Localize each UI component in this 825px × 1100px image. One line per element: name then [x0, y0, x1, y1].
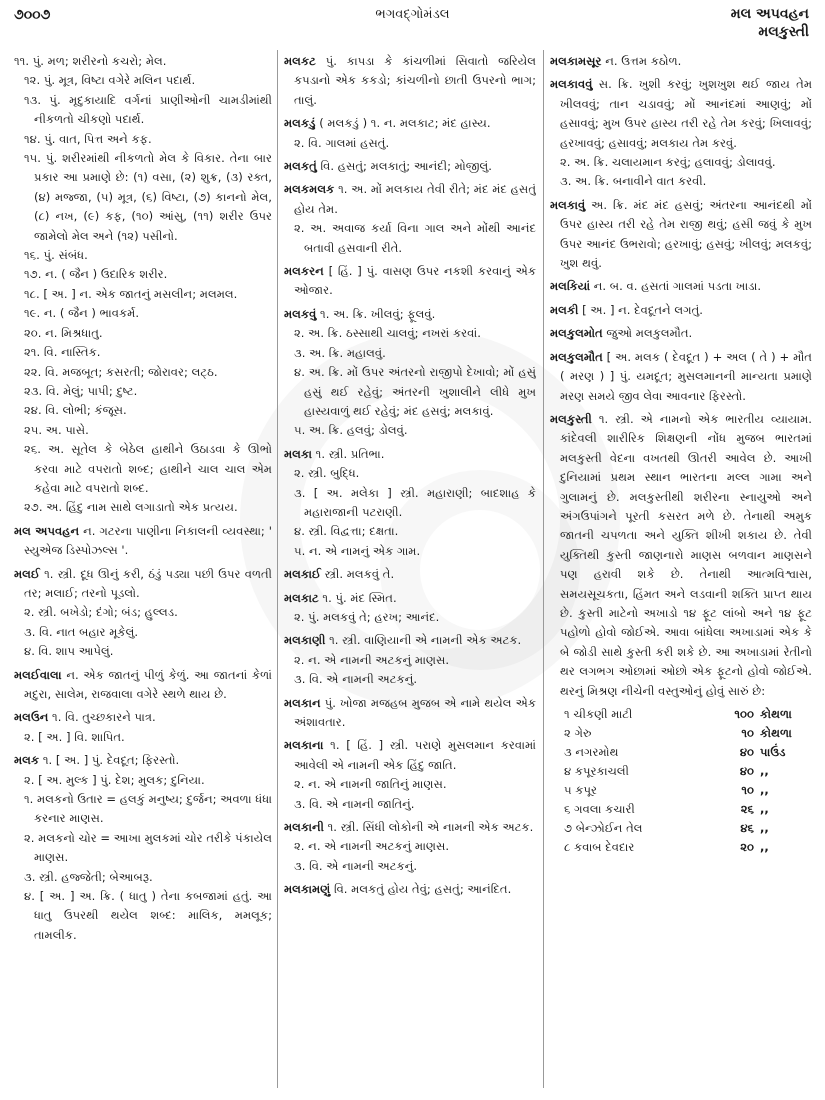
- entry-sense: [550, 301, 812, 320]
- sense-text: ૧. સ્ત્રી. એ નામનો એક ભારતીય વ્યાયામ. કાંદેવલી શારીરિક શિક્ષણની નોંધ મુજબ ભારતમાં મલકુસ્તી વેદના વખતથી ઊતરી આવેલ છે. આખી દુનિયામાં પ્રથમ સ્થાન ભારતના મલ્લ ગામા અને ગુલામનું છે. મલકુસ્તીથી શરીરના સ્નાયુઓ અને અંગઉપાંગને પૂરતી કસરત મળે છે. તેનાથી અમુક જાતની ચપળતા અને યુક્તિ શીખી શકાય છે. તેવી યુક્તિથી કુસ્તી જાણનારો માણસ બળવાન માણસને પણ હરાવી શકે છે. તેનાથી આત્મવિશ્વાસ, સમયસૂચકતા, હિંમત અને લડવાની શક્તિ પ્રાપ્ત થાય છે. કુસ્તી માટેનો અખાડો ૧૪ ફૂટ લાંબો અને ૧૪ ફૂટ પહોળો હોવો જોઈએ. આવા બાંધેલા અખાડામાં એક કે બે જોડી સાથે કુસ્તી કરી શકે છે. આ અખાડામાં રેતીનો થર લગભગ ઓછામાં ઓછો એક ફૂટનો હોવો જોઈએ. થરનું મિશ્રણ નીચેની વસ્તુઓનું હોવું સારું છે:: [560, 411, 812, 698]
- table-unit: ,,: [760, 764, 769, 778]
- dictionary-entry: [284, 305, 536, 441]
- sense-text: ૩. અ. ક્રિ. મહાલવું.: [294, 345, 386, 360]
- sense-text: [ અ. મલક ( દેવદૂત ) + અલ ( તે ) + મૌત ( મરણ ) ] પું. યમદૂત; મુસલમાનની માન્યતા પ્રમાણે મરણ સમયે જીવ લેવા આવનાર ફિરસ્તો.: [560, 349, 812, 403]
- headword: મલકા: [284, 446, 312, 461]
- sense-text: ૧૮. [ અ. ] ન. એક જાતનું મસલીન; મલમલ.: [24, 286, 238, 301]
- entry-sense: [284, 880, 536, 899]
- headword: મલકિયાં: [550, 279, 591, 294]
- sense-text: ન. એક જાતનું પીળું કેળું. આ જાતનાં કેળાં મદુરા, સાલેમ, રાજવાલા વગેરે સ્થળે થાય છે.: [24, 667, 272, 701]
- headword: મલકાવવું: [550, 77, 593, 92]
- table-unit: પાઉંડ: [760, 745, 786, 759]
- dictionary-entry: [550, 301, 812, 320]
- dictionary-entry: [14, 708, 272, 747]
- table-row: [564, 838, 812, 857]
- sense-text: ૩. અ. ક્રિ. બનાવીને વાત કરવી.: [560, 174, 707, 189]
- table-unit: ,,: [760, 802, 769, 816]
- dictionary-entry: [14, 565, 272, 662]
- entry-sense: [24, 91, 272, 130]
- headword: મલકટ: [284, 54, 316, 68]
- sense-text: ૧. સ્ત્રી. વાણિયાની એ નામની એક અટક.: [329, 633, 522, 648]
- table-qty: ૨૦: [740, 840, 754, 854]
- guide-word-first: મલ અપવહન: [730, 6, 809, 22]
- entry-sense: [550, 324, 812, 343]
- entry-sense: [24, 498, 272, 517]
- entry-sense: [14, 565, 272, 604]
- sense-text: ન. ઉત્તમ કઠોળ.: [605, 54, 682, 68]
- dictionary-entry: [284, 880, 536, 899]
- table-unit: ,,: [760, 783, 769, 797]
- sense-text: ૨. ન. એ નામની જાતિનું માણસ.: [294, 777, 447, 792]
- headword: મલઈ: [14, 566, 40, 581]
- dictionary-entry: [284, 565, 536, 584]
- entry-sense: [294, 219, 536, 258]
- headword: મલ અપવહન: [14, 523, 80, 538]
- sense-text: ૨. મલકનો ચોર = આખા મુલકમાં ચોર તરીકે પંકાયેલ માણસ.: [24, 830, 272, 865]
- entry-sense: [24, 363, 272, 382]
- table-item: ૬ ગવલા કચારી: [564, 802, 635, 816]
- entry-sense: [14, 666, 272, 705]
- entry-sense: [24, 324, 272, 343]
- dictionary-entry: [14, 52, 272, 518]
- entry-sense: [24, 285, 272, 304]
- entry-sense: [24, 790, 272, 829]
- entry-sense: [24, 728, 272, 747]
- sense-text: ૧૧. પું. મળ; શરીરનો કચરો; મેલ.: [14, 54, 167, 68]
- headword: મલકાઈ: [284, 567, 321, 582]
- table-item: ૩ નગરમોથ: [564, 745, 619, 759]
- entry-sense: [24, 829, 272, 868]
- table-qty: ૪૦: [739, 745, 754, 759]
- sense-text: ૨૨. વિ. મજબૂત; કસરતી; જોરાવર; લટ્ઠ.: [24, 364, 218, 379]
- dictionary-entry: [550, 52, 812, 71]
- entry-sense: [294, 670, 536, 689]
- entry-sense: [294, 837, 536, 856]
- dictionary-entry: [284, 114, 536, 153]
- sense-text: ૧. સ્ત્રી. સિંધી લોકોની એ નામની એક અટક.: [327, 820, 534, 835]
- sense-text: ૪. સ્ત્રી. વિદ્વત્તા; દક્ષતા.: [294, 524, 399, 539]
- sense-text: ૧૫. પું. શરીરમાંથી નીકળતો મેલ કે વિકાર. તેના બાર પ્રકાર આ પ્રમાણે છે: (૧) વસા, (૨) શુક્ર, (૩) રક્ત, (૪) મજ્જા, (૫) મૂત્ર, (૬) વિષ્ટા, (૭) કાનનો મેલ, (૮) નખ, (૯) કફ, (૧૦) આંસુ, (૧૧) શરીર ઉપર જામેલો મેલ અને (૧૨) પસીનો.: [24, 151, 272, 243]
- table-row: [564, 762, 812, 781]
- sense-text: ૨. [ અ. ] વિ. શાપિત.: [24, 729, 125, 744]
- headword: મલકતું: [284, 159, 317, 174]
- entry-sense: [294, 542, 536, 561]
- sense-text: ૪. અ. ક્રિ. મોં ઉપર અંતરનો રાજીપો દેખાવો; મોં હસું હસું થઈ રહેવું; અંતરની ખુશાલીને લીધે મુખ હાસ્યવાળું થઈ રહેવું; મંદ હસવું; મલકાવું.: [294, 365, 536, 418]
- sense-text: ૪. વિ. શાપ આપેલું.: [24, 644, 114, 659]
- sense-text: ૨૧. વિ. નાસ્તિક.: [24, 345, 101, 360]
- dictionary-entry: [14, 751, 272, 945]
- sense-text: પું. કાપડા કે કાંચળીમાં સિવાતો જરિયેલ કપડાનો એક કકડો; કાંચળીનો છાતી ઉપરનો ભાગ; તાલું.: [294, 54, 536, 107]
- page-number: ૭૦૦૭: [14, 7, 51, 23]
- sense-text: ન. ગટરના પાણીના નિકાલની વ્યવસ્થા; ' સ્યુએજ ડિસ્પોઝલ્સ '.: [24, 523, 272, 558]
- sense-text: ૧. અ. મોં મલકાય તેવી રીતે; મંદ મંદ હસતું હોય તેમ.: [294, 182, 536, 216]
- sense-text: વિ. હસતું; મલકાતું; આનંદી; મોજીલું.: [320, 159, 492, 174]
- column-divider: [277, 50, 278, 1088]
- table-qty: ૨૬: [740, 802, 754, 816]
- entry-sense: [284, 114, 536, 133]
- entry-sense: [294, 795, 536, 814]
- entry-sense: [284, 157, 536, 176]
- table-row: [564, 724, 812, 743]
- entry-sense: [24, 623, 272, 642]
- entry-sense: [284, 694, 536, 733]
- table-row: [564, 819, 812, 838]
- entry-sense: [14, 522, 272, 561]
- headword: મલકામસૂર: [550, 54, 602, 68]
- sense-text: ૧૨. પું. મૂત્ર, વિષ્ટા વગેરે મલિન પદાર્થ.: [24, 73, 196, 88]
- sense-text: ૨. વિ. ગાલમાં હસતું.: [294, 135, 390, 150]
- sense-text: ૧. [ હિં. ] સ્ત્રી. પરાણે મુસલમાન કરવામાં આવેલી એ નામની એક હિંદુ જાતિ.: [294, 738, 536, 772]
- dictionary-entry: [550, 196, 812, 274]
- table-row: [564, 800, 812, 819]
- sense-text: ૨. અ. ક્રિ. ઠસ્સાથી ચાલવું; નખરાં કરવાં.: [294, 326, 481, 341]
- sense-text: [ હિં. ] પું. વાસણ ઉપર નકશી કરવાનું એક ઓજાર.: [294, 264, 536, 298]
- dictionary-entry: [284, 445, 536, 561]
- dictionary-entry: [14, 666, 272, 705]
- sense-text: ૨. પું. મલકવું તે; હરખ; આનંદ.: [294, 609, 440, 624]
- entry-sense: [284, 589, 536, 608]
- entry-sense: [284, 818, 536, 837]
- entry-sense: [284, 631, 536, 650]
- entry-sense: [284, 736, 536, 775]
- sense-text: ૩. વિ. એ નામની અટકનું.: [294, 672, 418, 687]
- sense-text: અ. ક્રિ. મંદ મંદ હસવું; અંતરના આનંદથી મોં ઉપર હાસ્ય તરી રહે તેમ રાજી થવું; હસી જવું કે મુખ ઉપર આનંદ ઉભરાવો; હરખાવું; હસવું; ખીલવું; મલકવું; ખુશ થવું.: [560, 197, 812, 271]
- headword: મલક: [14, 753, 40, 768]
- sense-text: ૧૯. ન. ( જૈન ) ભાવકર્મ.: [24, 306, 140, 321]
- table-item: ૪ કપૂરકાચલી: [564, 764, 629, 778]
- table-qty: ૪૦: [739, 764, 754, 778]
- entry-sense: [14, 52, 272, 71]
- table-item: ૮ કવાબ દેવદાર: [564, 840, 635, 854]
- entry-sense: [560, 172, 812, 191]
- entry-sense: [294, 651, 536, 670]
- dictionary-entry: [284, 631, 536, 689]
- headword: મલકમલક: [284, 182, 335, 197]
- entry-sense: [294, 344, 536, 363]
- sense-text: ૧. સ્ત્રી. દૂધ ઊનું કરી, ઠંડું પડ્યા પછી ઉપર વળતી તર; મલાઈ; તરનો પૂડલો.: [24, 566, 272, 600]
- headword: મલકાની: [284, 820, 324, 835]
- column-1: [14, 52, 272, 1090]
- entry-sense: [24, 421, 272, 440]
- entry-sense: [294, 484, 536, 523]
- entry-sense: [294, 522, 536, 541]
- dictionary-entry: [284, 589, 536, 628]
- headword: મલકાણી: [284, 633, 326, 648]
- sense-text: ૩. વિ. એ નામની અટકનું.: [294, 858, 418, 873]
- sense-text: ૨. અ. અવાજ કર્યા વિના ગાલ અને મોંથી આનંદ બતાવી હસવાની રીતે.: [294, 221, 536, 255]
- entry-sense: [14, 751, 272, 770]
- sense-text: વિ. મલકતું હોય તેવું; હસતું; આનંદિત.: [333, 882, 512, 897]
- headword: મલકી: [550, 302, 579, 317]
- sense-text: ૧. [ અ. ] પું. દેવદૂત; ફિરસ્તો.: [42, 753, 180, 768]
- sense-text: ૧. સ્ત્રી. પ્રતિભા.: [315, 446, 385, 461]
- sense-text: ૩. [ અ. મલેકા ] સ્ત્રી. મહારાણી; બાદશાહ કે મહારાજાની પટરાણી.: [294, 485, 536, 519]
- entry-sense: [284, 445, 536, 464]
- entry-sense: [294, 775, 536, 794]
- dictionary-entry: [284, 736, 536, 814]
- column-2: [284, 52, 536, 1090]
- entry-sense: [24, 401, 272, 420]
- dictionary-entry: [550, 324, 812, 343]
- mixture-table: [564, 705, 812, 857]
- table-qty: ૧૦: [741, 726, 754, 740]
- table-row: [564, 781, 812, 800]
- sense-text: ૨. ન. એ નામની અટકનું માણસ.: [294, 839, 450, 854]
- sense-text: ૨૩. વિ. મેલું; પાપી; દુષ્ટ.: [24, 383, 138, 398]
- table-unit: કોથળા: [760, 726, 792, 740]
- table-unit: ,,: [760, 821, 769, 835]
- entry-sense: [550, 410, 812, 701]
- headword: મલકાના: [284, 738, 324, 753]
- dictionary-entry: [284, 157, 536, 176]
- book-title: ભગવદ્ગોમંડલ: [375, 7, 450, 22]
- entry-sense: [560, 153, 812, 172]
- headword: મલકરન: [284, 264, 324, 279]
- entry-sense: [24, 868, 272, 887]
- headword: મલકડું: [284, 116, 316, 131]
- dictionary-entry: [284, 262, 536, 301]
- guide-word-last: મલકુસ્તી: [758, 24, 809, 40]
- column-divider: [543, 50, 544, 1088]
- entry-sense: [284, 305, 536, 324]
- dictionary-entry: [284, 52, 536, 110]
- entry-sense: [14, 708, 272, 727]
- entry-sense: [294, 363, 536, 421]
- entry-sense: [24, 343, 272, 362]
- page-header: [0, 0, 825, 48]
- sense-text: ૨૬. અ. સૂતેલ કે બેઠેલ હાથીને ઉઠાડવા કે ઊભો કરવા માટે વપરાતો શબ્દ; હાથીને ચાલ ચાલ એમ કહેવા માટે વપરાતો શબ્દ.: [24, 442, 272, 495]
- entry-sense: [24, 440, 272, 498]
- sense-text: ૧૭. ન. ( જૈન ) ઉદારિક શરીર.: [24, 267, 168, 282]
- sense-text: ૨૫. અ. પાસે.: [24, 422, 89, 437]
- entry-sense: [550, 52, 812, 71]
- entry-sense: [24, 246, 272, 265]
- entry-sense: [24, 771, 272, 790]
- sense-text: ૨. [ અ. મુલ્ક ] પું. દેશ; મુલક; દુનિયા.: [24, 772, 205, 787]
- headword: મલકવું: [284, 306, 317, 321]
- table-row: [564, 743, 812, 762]
- sense-text: ૧. મલકનો ઉતાર = હલકું મનુષ્ય; દુર્જન; અવળા ધંધા કરનાર માણસ.: [24, 792, 272, 826]
- sense-text: ૨. ન. એ નામની અટકનું માણસ.: [294, 652, 450, 667]
- entry-sense: [294, 421, 536, 440]
- headword: મલકામણું: [284, 882, 331, 897]
- sense-text: ૨૪. વિ. લોભી; કંજૂસ.: [24, 403, 127, 418]
- table-item: ૨ ગેરુ: [564, 726, 592, 740]
- entry-sense: [24, 887, 272, 945]
- dictionary-entry: [14, 522, 272, 561]
- entry-sense: [284, 52, 536, 110]
- sense-text: ૩. સ્ત્રી. હજ્જેતી; બેઆબરૂ.: [24, 869, 153, 884]
- entry-sense: [24, 382, 272, 401]
- entry-sense: [550, 75, 812, 153]
- entry-sense: [24, 265, 272, 284]
- table-qty: ૧૦: [741, 783, 754, 797]
- dictionary-entry: [284, 818, 536, 876]
- dictionary-entry: [550, 75, 812, 191]
- headword: મલઈવાલા: [14, 667, 62, 682]
- sense-text: ન. બ. વ. હસતાં ગાલમાં પડતા ખાડા.: [593, 279, 762, 294]
- dictionary-entry: [284, 180, 536, 258]
- dictionary-entry: [550, 348, 812, 406]
- dictionary-entry: [284, 694, 536, 733]
- headword: મલઉન: [14, 710, 49, 725]
- table-unit: કોથળા: [760, 707, 792, 721]
- entry-sense: [294, 857, 536, 876]
- sense-text: ૧૪. પું. વાત, પિત્ત અને કફ.: [24, 131, 152, 146]
- sense-text: ૧. વિ. તુચ્છકારને પાત્ર.: [52, 710, 156, 725]
- entry-sense: [550, 348, 812, 406]
- headword: મલકાવું: [550, 197, 586, 212]
- entry-sense: [294, 134, 536, 153]
- entry-sense: [24, 71, 272, 90]
- sense-text: ૧૩. પું. મૃદુકાયાદિ વર્ગનાં પ્રાણીઓની ચામડીમાંથી નીકળતો ચીકણો પદાર્થ.: [24, 92, 272, 127]
- entry-sense: [284, 565, 536, 584]
- headword: મલકાન: [284, 695, 321, 710]
- sense-text: ૧. પું. મંદ સ્મિત.: [322, 590, 397, 605]
- entry-sense: [24, 130, 272, 149]
- entry-sense: [294, 464, 536, 483]
- headword: મલકુલમોત: [550, 326, 603, 341]
- entry-sense: [24, 149, 272, 246]
- entry-sense: [294, 324, 536, 343]
- headword: મલકુલમૌત: [550, 349, 603, 364]
- entry-sense: [550, 277, 812, 296]
- entry-sense: [550, 196, 812, 274]
- sense-text: ( મલકડું ) ૧. ન. મલકાટ; મંદ હાસ્ય.: [319, 116, 491, 131]
- sense-text: જુઓ મલકુલમૌત.: [606, 326, 693, 341]
- dictionary-entry: [550, 277, 812, 296]
- entry-sense: [24, 304, 272, 323]
- sense-text: ૧. અ. ક્રિ. ખીલવું; ફૂલવું.: [320, 306, 436, 321]
- entry-sense: [24, 603, 272, 622]
- sense-text: ૩. વિ. એ નામની જાતિનું.: [294, 796, 415, 811]
- dictionary-entry: [550, 410, 812, 701]
- sense-text: ૨. સ્ત્રી. બખેડો; દંગો; બંડ; હુલ્લડ.: [24, 605, 178, 620]
- sense-text: ૪. [ અ. ] અ. ક્રિ. ( ધાતુ ) તેના કબજામાં હતું. આ ધાતુ ઉપરથી થયેલ શબ્દ: માલિક, મમલૂક; તામલીક.: [24, 889, 272, 942]
- table-qty: ૪૬: [740, 821, 754, 835]
- table-item: ૧ ચીકણી માટી: [564, 707, 633, 721]
- sense-text: [ અ. ] ન. દેવદૂતને લગતું.: [582, 302, 703, 317]
- sense-text: ૨૭. અ. હિંદુ નામ સાથે લગાડાતો એક પ્રત્યય.: [24, 500, 238, 515]
- table-qty: ૧૦૦: [734, 707, 754, 721]
- column-3: [550, 52, 812, 1090]
- sense-text: ૨૦. ન. મિશ્રધાતુ.: [24, 325, 103, 340]
- table-item: ૭ બેન્ઝોઈન તેલ: [564, 821, 643, 835]
- table-row: [564, 705, 812, 724]
- sense-text: સ. ક્રિ. ખુશી કરવું; ખુશખુશ થઈ જાય તેમ ખીલવવું; તાન ચડાવવું; મોં આનંદમાં આણવું; મોં હસાવવું; મુખ ઉપર હાસ્ય તરી રહે તેમ કરવું; ખિલાવવું; હરખાવવું; હસાવવું; મલકાય તેમ કરવું.: [560, 77, 812, 150]
- sense-text: ૩. વિ. નાત બહાર મૂકેલું.: [24, 624, 139, 639]
- table-item: ૫ કપૂર: [564, 783, 598, 797]
- sense-text: ૧૬. પું. સંબંધ.: [24, 248, 88, 263]
- sense-text: ૨. અ. ક્રિ. ચલાયમાન કરવું; હલાવવું; ડોલાવવું.: [560, 155, 776, 170]
- sense-text: ૫. ન. એ નામનું એક ગામ.: [294, 543, 421, 558]
- headword: મલકાટ: [284, 590, 319, 605]
- table-unit: ,,: [760, 840, 769, 854]
- sense-text: ૨. સ્ત્રી. બુદ્ધિ.: [294, 466, 360, 481]
- sense-text: સ્ત્રી. મલકવું તે.: [324, 567, 395, 582]
- headword: મલકુસ્તી: [550, 411, 592, 426]
- sense-text: પું. ખોજા મજહબ મુજબ એ નામે થયેલ એક અંશાવતાર.: [294, 695, 536, 729]
- sense-text: ૫. અ. ક્રિ. હલવું; ડોલવું.: [294, 423, 408, 438]
- entry-sense: [284, 180, 536, 219]
- guide-words: [731, 5, 809, 41]
- entry-sense: [294, 608, 536, 627]
- entry-sense: [284, 262, 536, 301]
- entry-sense: [24, 642, 272, 661]
